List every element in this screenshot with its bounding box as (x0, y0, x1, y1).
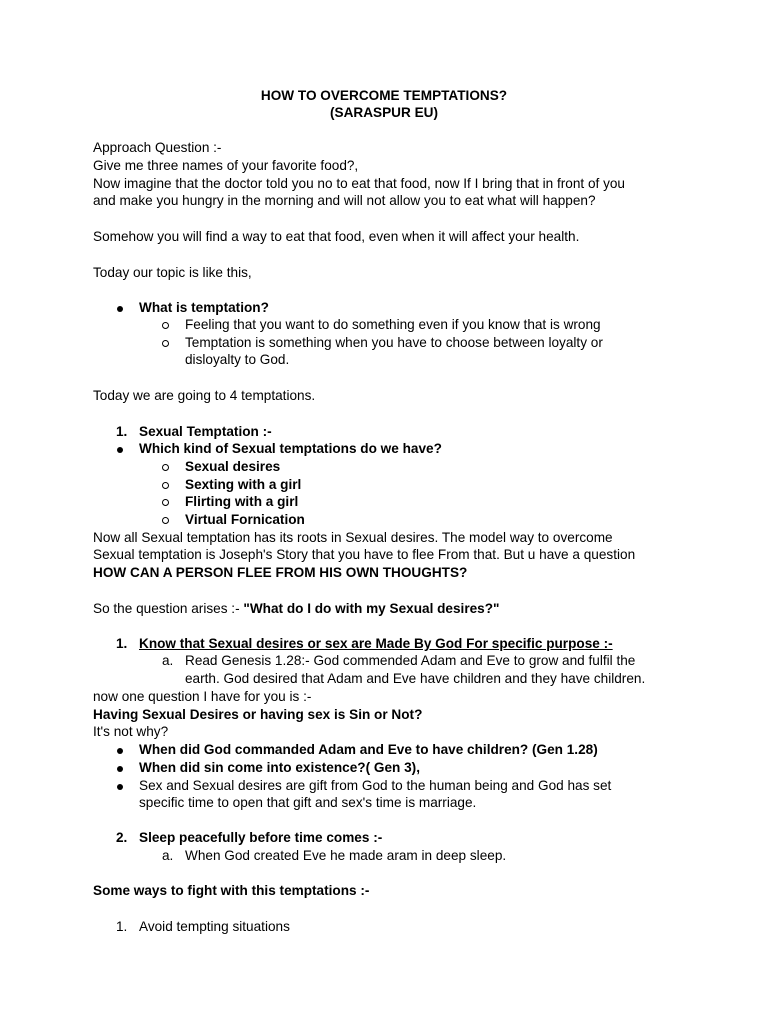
approach-line: Give me three names of your favorite food?, (93, 158, 359, 173)
list-item: Virtual Fornication (185, 512, 305, 527)
list-item: Sexual desires (185, 459, 281, 474)
sin-question: Having Sexual Desires or having sex is Sin or Not? (93, 707, 423, 722)
arises-quote: "What do I do with my Sexual desires?" (243, 601, 500, 616)
sleep-heading: Sleep peacefully before time comes :- (139, 830, 383, 845)
bullet-circle (162, 316, 169, 334)
bullet-dot (117, 759, 123, 777)
sleep-line: When God created Eve he made aram in deep sleep. (185, 848, 507, 863)
genesis-line: earth. God desired that Adam and Eve have children and they have children. (185, 671, 646, 686)
sin-bullet: When did sin come into existence?( Gen 3), (139, 760, 420, 775)
ways-item: Avoid tempting situations (139, 919, 290, 934)
list-item: Feeling that you want to do something even if you know that is wrong (185, 317, 601, 332)
gift-line: specific time to open that gift and sex's time is marriage. (139, 795, 477, 810)
arises-prefix: So the question arises :- (93, 601, 244, 616)
bullet-circle (162, 476, 169, 494)
which-kind-question: Which kind of Sexual temptations do we have? (139, 441, 442, 456)
list-item: Temptation is something when you have to choose between loyalty or (185, 335, 603, 350)
know-heading: Know that Sexual desires or sex are Made By God For specific purpose :- (139, 636, 613, 651)
document-title: HOW TO OVERCOME TEMPTATIONS? (260, 88, 508, 103)
bullet-dot (117, 741, 123, 759)
list-item: Sexting with a girl (185, 477, 302, 492)
not-why: It's not why? (93, 724, 169, 739)
what-is-temptation: What is temptation? (139, 300, 269, 315)
approach-line: Now imagine that the doctor told you no to eat that food, now If I bring that in front of you (93, 176, 625, 191)
bullet-circle (162, 493, 169, 511)
list-letter: a. (162, 848, 174, 863)
one-question: now one question I have for you is :- (93, 689, 312, 704)
approach-heading: Approach Question :- (93, 140, 222, 155)
approach-line: and make you hungry in the morning and will not allow you to eat what will happen? (93, 193, 596, 208)
today-topic: Today our topic is like this, (93, 265, 252, 280)
sexual-temptation-heading: Sexual Temptation :- (139, 424, 272, 439)
list-number: 2. (116, 830, 128, 845)
document-subtitle: (SARASPUR EU) (330, 105, 438, 120)
list-number: 1. (116, 919, 128, 934)
list-item: Flirting with a girl (185, 494, 299, 509)
gift-line: Sex and Sexual desires are gift from God to the human being and God has set (139, 778, 612, 793)
four-temptations: Today we are going to 4 temptations. (93, 388, 316, 403)
bullet-circle (162, 511, 169, 529)
bullet-circle (162, 458, 169, 476)
somehow-line: Somehow you will find a way to eat that food, even when it will affect your health. (93, 229, 580, 244)
list-letter: a. (162, 653, 174, 668)
roots-line: Sexual temptation is Joseph's Story that you have to flee From that. But u have a question (93, 547, 636, 562)
genesis-line: Read Genesis 1.28:- God commended Adam and Eve to grow and fulfil the (185, 653, 636, 668)
list-number: 1. (116, 636, 128, 651)
roots-line: Now all Sexual temptation has its roots in Sexual desires. The model way to overcome (93, 530, 613, 545)
bullet-dot (117, 299, 123, 317)
flee-question: HOW CAN A PERSON FLEE FROM HIS OWN THOUGHTS? (93, 565, 468, 580)
ways-heading: Some ways to fight with this temptations :- (93, 883, 370, 898)
list-number: 1. (116, 424, 128, 439)
arises-line (93, 600, 500, 618)
bullet-dot (117, 440, 123, 458)
commanded-bullet: When did God commanded Adam and Eve to have children? (Gen 1.28) (139, 742, 598, 757)
bullet-circle (162, 334, 169, 352)
list-item-continuation: disloyalty to God. (185, 352, 290, 367)
bullet-dot (117, 777, 123, 795)
